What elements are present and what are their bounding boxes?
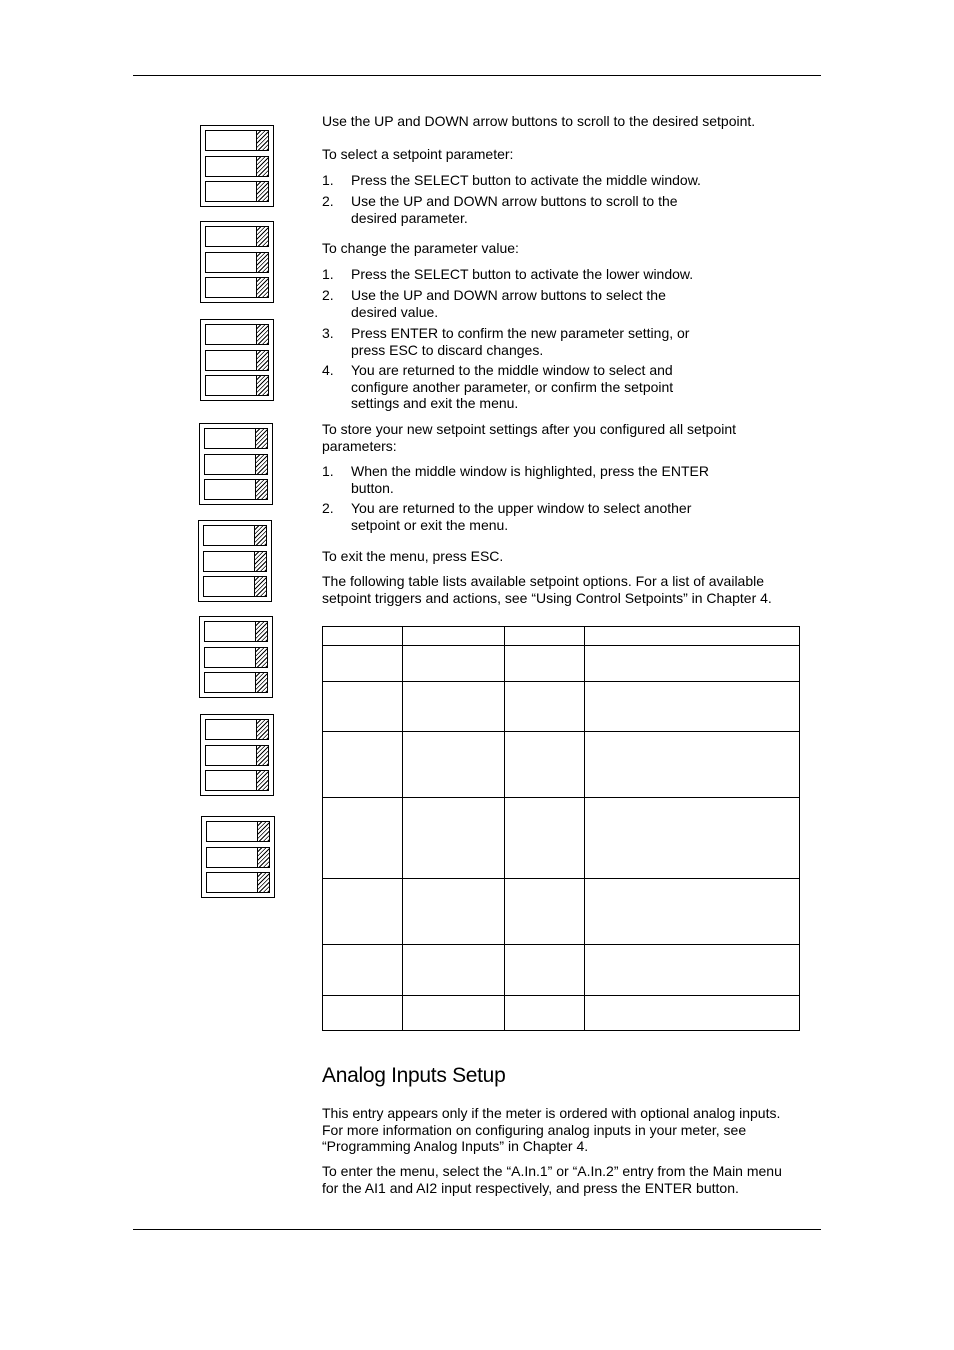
list-number: 1. <box>322 463 334 479</box>
table-intro-paragraph: The following table lists available setpoint options. For a list of available setpoint triggers and actions, see “Using Control Setpoints” in Chapter 4. <box>322 573 772 606</box>
list-text: When the middle window is highlighted, press the ENTER button. <box>351 463 709 496</box>
table-row-divider <box>323 797 799 798</box>
display-screenshot-3 <box>200 319 274 401</box>
footer-rule <box>133 1229 821 1230</box>
list-text: Press the SELECT button to activate the lower window. <box>351 266 694 282</box>
analog-inputs-paragraph-2: To enter the menu, select the “A.In.1” or “A.In.2” entry from the Main menu for the AI1 and AI2 input respectively, and press the ENTER button. <box>322 1163 782 1196</box>
table-column-divider <box>504 627 505 1030</box>
list-text: You are returned to the middle window to select and configure another parameter, or confirm the setpoint settings and exit the menu. <box>351 362 674 411</box>
display-screenshot-5 <box>198 520 272 602</box>
table-row-divider <box>323 645 799 646</box>
table-row-divider <box>323 681 799 682</box>
table-row-divider <box>323 995 799 996</box>
setpoint-options-table <box>322 626 800 1031</box>
list-text: Use the UP and DOWN arrow buttons to scroll to the desired parameter. <box>351 193 678 226</box>
table-row-divider <box>323 878 799 879</box>
display-screenshot-6 <box>199 616 273 698</box>
list-text: Use the UP and DOWN arrow buttons to select the desired value. <box>351 287 666 320</box>
select-parameter-lead: To select a setpoint parameter: <box>322 146 514 162</box>
intro-paragraph: Use the UP and DOWN arrow buttons to scroll to the desired setpoint. <box>322 113 756 129</box>
table-column-divider <box>402 627 403 1030</box>
table-row-divider <box>323 731 799 732</box>
table-row-divider <box>323 944 799 945</box>
table-column-divider <box>584 627 585 1030</box>
section-heading: Analog Inputs Setup <box>322 1064 506 1087</box>
change-value-lead: To change the parameter value: <box>322 240 519 256</box>
list-text: Press ENTER to confirm the new parameter setting, or press ESC to discard changes. <box>351 325 690 358</box>
store-settings-lead: To store your new setpoint settings after you configured all setpoint parameters: <box>322 421 737 454</box>
list-number: 2. <box>322 193 334 209</box>
analog-inputs-paragraph-1: This entry appears only if the meter is ordered with optional analog inputs. For more information on configuring analog inputs in your meter, see “Programming Analog Inputs” in Chapter 4. <box>322 1105 781 1154</box>
list-number: 2. <box>322 287 334 303</box>
list-number: 1. <box>322 172 334 188</box>
display-screenshot-2 <box>200 221 274 303</box>
header-rule <box>133 75 821 76</box>
display-screenshot-4 <box>199 423 273 505</box>
list-number: 4. <box>322 362 334 378</box>
list-number: 1. <box>322 266 334 282</box>
display-screenshot-8 <box>201 816 275 898</box>
list-number: 2. <box>322 500 334 516</box>
display-screenshot-7 <box>200 714 274 796</box>
exit-paragraph: To exit the menu, press ESC. <box>322 548 504 564</box>
display-screenshot-1 <box>200 125 274 207</box>
list-text: You are returned to the upper window to select another setpoint or exit the menu. <box>351 500 692 533</box>
list-text: Press the SELECT button to activate the middle window. <box>351 172 701 188</box>
list-number: 3. <box>322 325 334 341</box>
